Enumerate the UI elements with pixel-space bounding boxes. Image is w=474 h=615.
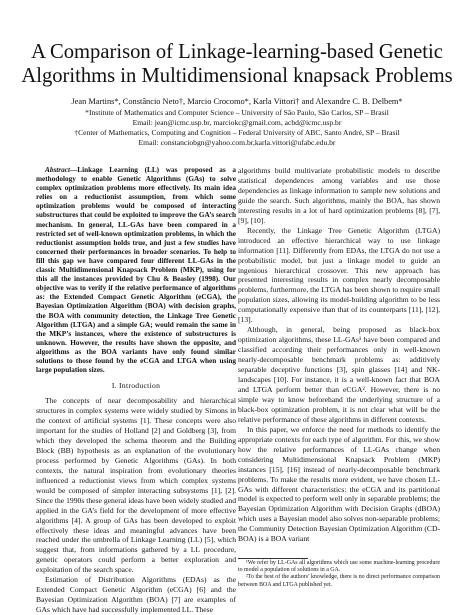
intro-paragraph-5: Although, in general, being proposed as black-box optimization algorithms, these LL-GAs¹ have been compared and classified according their performances only in well-known nearly-decomposable benchmark problems as: additively separable deceptive functions [3], spin glasses [14] and NK-landscapes [10]. For instance, it is a well-known fact that BOA and LTGA perform better than eCGA². However, there is no simple way to know beforehand the underlying structure of a black-box optimization problem, it is not clear what will be the relative performance of these algorithms in different contexts. (238, 325, 440, 424)
affiliation-1: *Institute of Mathematics and Computer Science – University of São Paulo, São Carlos, SP – Brasil (85, 108, 389, 117)
footnotes (238, 560, 440, 589)
paper-title (20, 40, 454, 88)
intro-paragraph-3: algorithms build multivariate probabilistic models to describe statistical dependences among variables and use those dependencies as linkage information to sample new solutions and guide the search. Such algorithms, mainly the BOA, has shown interesting results in a lot of hard optimization problems [8], [7], [9], [10]. (238, 166, 440, 225)
intro-paragraph-4: Recently, the Linkage Tree Genetic Algorithm (LTGA) introduced an effective hierarchical way to use linkage information [11]. Differently from EDAs, the LTGA do not use a probabilistic model, but just a linkage model to guide an ingenious hierarchical crossover. This new approach has presented interesting results in complex nearly decomposable problems, furthermore, the LTGA has been shown to require small population sizes, allowing its model-building algorithm to be less computationally expensive than that of its counterparts [11], [12], [13]. (238, 225, 440, 325)
affiliation-1-email: Email: jean@icmc.usp.br, marciokc@gmail.com, acbd@icmc.usp.br (132, 118, 342, 127)
author-list: Jean Martins*, Constâncio Neto†, Marcio Crocomo*, Karla Vittori† and Alexandre C. B. Delbem* (71, 97, 403, 106)
left-column (36, 166, 236, 615)
abstract-text: —Linkage Learning (LL) was proposed as a methodology to enable Genetic Algorithms (GAs) to solve complex optimization problems more effectively. Its main idea relies on a reductionist assumption, from which some optimization problems would be composed of interacting substructures that could be exploited to improve the GA’s search mechanism. In general, LL-GAs have been compared in a restricted set of well-known optimization problems, in which the reductionist assumption holds true, and just a few studies have concerned their performances in broader scenarios. To help to fill this gap we have compared four different LL-GAs in the classic Multidimensional Knapsack Problem (MKP), using for this all the instances provided by Chu & Beasley (1998). Our objective was to verify if the relative performance of algorithms as: the Extended Compact Genetic Algorithm (eCGA), the Bayesian Optimization Algorithm (BOA) with decision graphs, the BOA with community detection, the Linkage Tree Genetic Algorithm (LTGA) and a simple GA; would remain the same in the MKP’s instances, where the existence of substructures is unknown. However, the results have shown the opposite, and algorithms as the BOA variants have only found similar solutions to those found by the eCGA and LTGA when using large population sizes. (36, 166, 236, 375)
footnote-2: ²To the best of the authors’ knowledge, there is no direct performance comparison between BOA and LTGA published yet. (238, 574, 440, 588)
right-column (238, 166, 440, 544)
abstract-label: Abstract (45, 166, 70, 174)
section-heading-introduction: I. Introduction (111, 381, 161, 391)
footnote-1: ¹We refer by LL-GAs all algorithms which use some machine-learning procedure to model a population of solutions in a GA. (238, 560, 440, 574)
affiliation-2-email: Email: constanciobgn@yahoo.com.br,karla.vittori@ufabc.edu.br (138, 138, 336, 147)
title-line-2: Algorithms in Multidimensional knapsack Problems (21, 65, 453, 87)
footnote-divider (238, 558, 308, 559)
affiliation-2: †Center of Mathematics, Computing and Cognition – Federal University of ABC, Santo André, SP – Brasil (74, 128, 400, 137)
intro-paragraph-2: Estimation of Distribution Algorithms (EDAs) as the Extended Compact Genetic Algorithm (eCGA) [6] and the Bayesian Optimization Algorithm (BOA) [7] are examples of GAs which have had successfully implemented LL. These (36, 575, 236, 615)
abstract (36, 166, 236, 375)
title-line-1: A Comparison of Linkage-learning-based Genetic (31, 41, 443, 63)
intro-paragraph-6: In this paper, we enforce the need for methods to identify the appropriate contexts for each type of algorithm. For this, we show how the relative performances of LL-GAs change when considering Multidimensional Knapsack Problem (MKP) instances [15], [16] instead of nearly-decomposable benchmark problems. To make the results more evident, we have chosen LL-GAs with different characteristics: the eCGA and its partitional model is expected to perform well only in separable problems; the Bayesian Optimization Algorithm with Decision Graphs (dBOA) which uses a Bayesian model also solves non-separable problems; the Community Detection Bayesian Optimization Algorithm (CD-BOA) is a BOA variant (238, 424, 440, 544)
intro-paragraph-1: The concepts of near decomposability and hierarchical structures in complex systems were widely studied by Simons in the context of artificial systems [1]. These concepts were also important for the studies of Holland [2] and Goldberg [3], from which they developed the schema theorem and the Building Block (BB) hypothesis as an explanation of the evolutionary process performed by Genetic Algorithms (GAs). In both contexts, the natural inspiration from evolutionary theories influenced a reductionist views from which complex systems would be composed of simpler interacting subsystems [1], [2]. Since the 1990s these general ideas have been widely studied and applied in the GA’s field for the development of more effective algorithms [4]. A group of GAs has been developed to exploit effectively these ideas and meaningful advances have been reached under the umbrella of Linkage Learning (LL) [5], which suggest that, from informations gathered by a LL procedure, genetic operators could perform a better exploration and exploitation of the search space. (36, 396, 236, 575)
